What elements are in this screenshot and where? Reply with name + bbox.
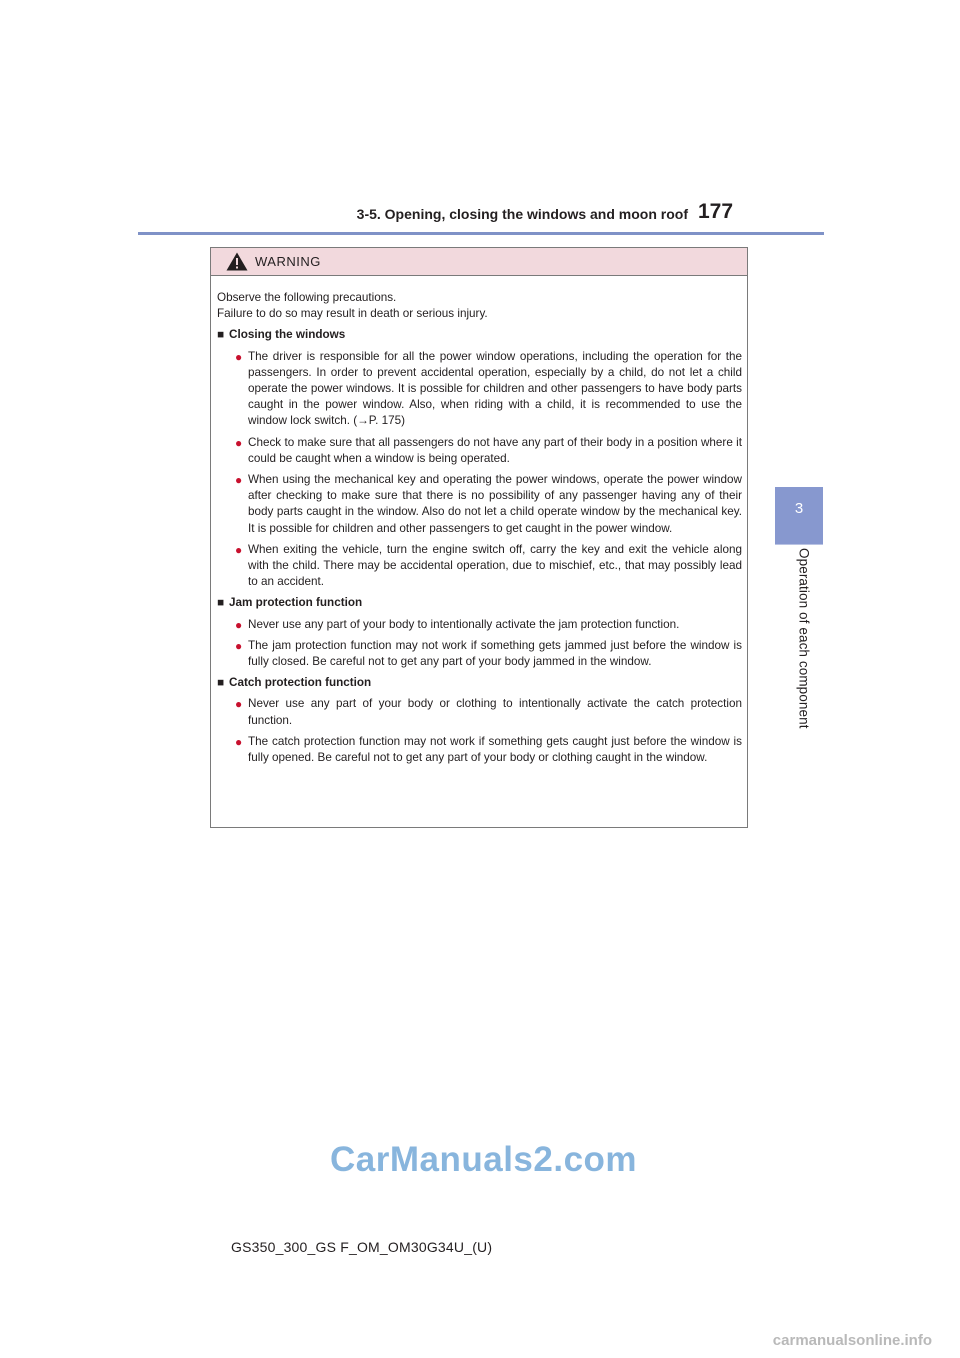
- warning-triangle-icon: [226, 252, 248, 271]
- list-item-text: The catch protection function may not work if something gets caught just before the window is fully opened. Be careful not to get any part of your body or clothing caught in the window.: [248, 734, 742, 765]
- warning-intro-line: Observe the following precautions.: [217, 291, 397, 304]
- list-item: [235, 638, 742, 670]
- list-item: [235, 734, 742, 766]
- bullet-dot-icon: ●: [235, 697, 243, 712]
- bullet-dot-icon: ●: [235, 349, 243, 364]
- chapter-label: [794, 548, 814, 748]
- site-banner: [0, 1322, 960, 1358]
- list-item-text: Check to make sure that all passengers do not have any part of their body in a position where it could be caught when a window is being operated.: [248, 435, 742, 465]
- chapter-number: 3: [794, 500, 804, 517]
- warning-intro-line: Failure to do so may result in death or serious injury.: [217, 307, 488, 321]
- site-link[interactable]: carmanualsonline.info: [772, 1332, 932, 1349]
- section-heading-text: Jam protection function: [229, 596, 363, 610]
- list-item: [235, 617, 742, 633]
- list-item: [235, 435, 742, 467]
- list-item-text: Never use any part of your body to intentionally activate the jam protection function.: [248, 617, 680, 631]
- list-item-text: When using the mechanical key and operating the power windows, operate the power window after checking to make sure that there is no possibility of any passenger having any of their body parts caught in the window. Also do not let a child operate window by the mechanical key. It is possible for children and other passengers to get caught in the power window.: [248, 473, 742, 535]
- header-title: 3-5. Opening, closing the windows and moon roof: [356, 206, 688, 222]
- square-bullet-icon: ■: [217, 676, 225, 690]
- list-item-text: Never use any part of your body or clothing to intentionally activate the catch protection function.: [248, 697, 742, 727]
- section-heading: [217, 327, 742, 343]
- document-id: GS350_300_GS F_OM_OM30G34U_(U): [231, 1239, 493, 1255]
- section-heading: [217, 675, 742, 691]
- list-item: [235, 349, 742, 430]
- list-item-text: The jam protection function may not work if something gets jammed just before the window is fully closed. Be careful not to get any part of your body jammed in the window.: [248, 638, 742, 669]
- chapter-tab-divider: [775, 544, 823, 545]
- list-item: [235, 542, 742, 591]
- square-bullet-icon: ■: [217, 596, 225, 610]
- warning-body: [211, 276, 747, 766]
- bullet-dot-icon: ●: [235, 617, 243, 632]
- list-item-text: The driver is responsible for all the power window operations, including the operation for the passengers. In order to prevent accidental operation, especially by a child, do not let a child operate the power windows. It is possible for children and other passengers to have body parts caught in the power window. Also, when riding with a child, it is recommended to use the window lock switch. (→P. 175): [248, 349, 742, 428]
- list-item: [235, 696, 742, 728]
- section-heading-text: Closing the windows: [229, 328, 346, 342]
- warning-box: [210, 247, 748, 828]
- warning-header: [211, 248, 747, 276]
- bullet-dot-icon: ●: [235, 638, 243, 653]
- list-item-text: When exiting the vehicle, turn the engine switch off, carry the key and exit the vehicle along with the child. There may be accidental operation, due to mischief, etc., that may possibly lead to an accident.: [248, 542, 742, 589]
- watermark-logo: CarManuals2.com: [330, 1140, 638, 1179]
- header-rule: [138, 232, 824, 235]
- bullet-dot-icon: ●: [235, 734, 243, 749]
- page-number: 177: [698, 200, 734, 223]
- square-bullet-icon: ■: [217, 328, 225, 342]
- section-heading: [217, 595, 742, 611]
- bullet-dot-icon: ●: [235, 473, 243, 488]
- bullet-dot-icon: ●: [235, 542, 243, 557]
- chapter-label-text: Operation of each component: [796, 548, 812, 729]
- bullet-dot-icon: ●: [235, 435, 243, 450]
- list-item: [235, 472, 742, 537]
- warning-title: WARNING: [255, 254, 321, 269]
- section-heading-text: Catch protection function: [229, 676, 372, 690]
